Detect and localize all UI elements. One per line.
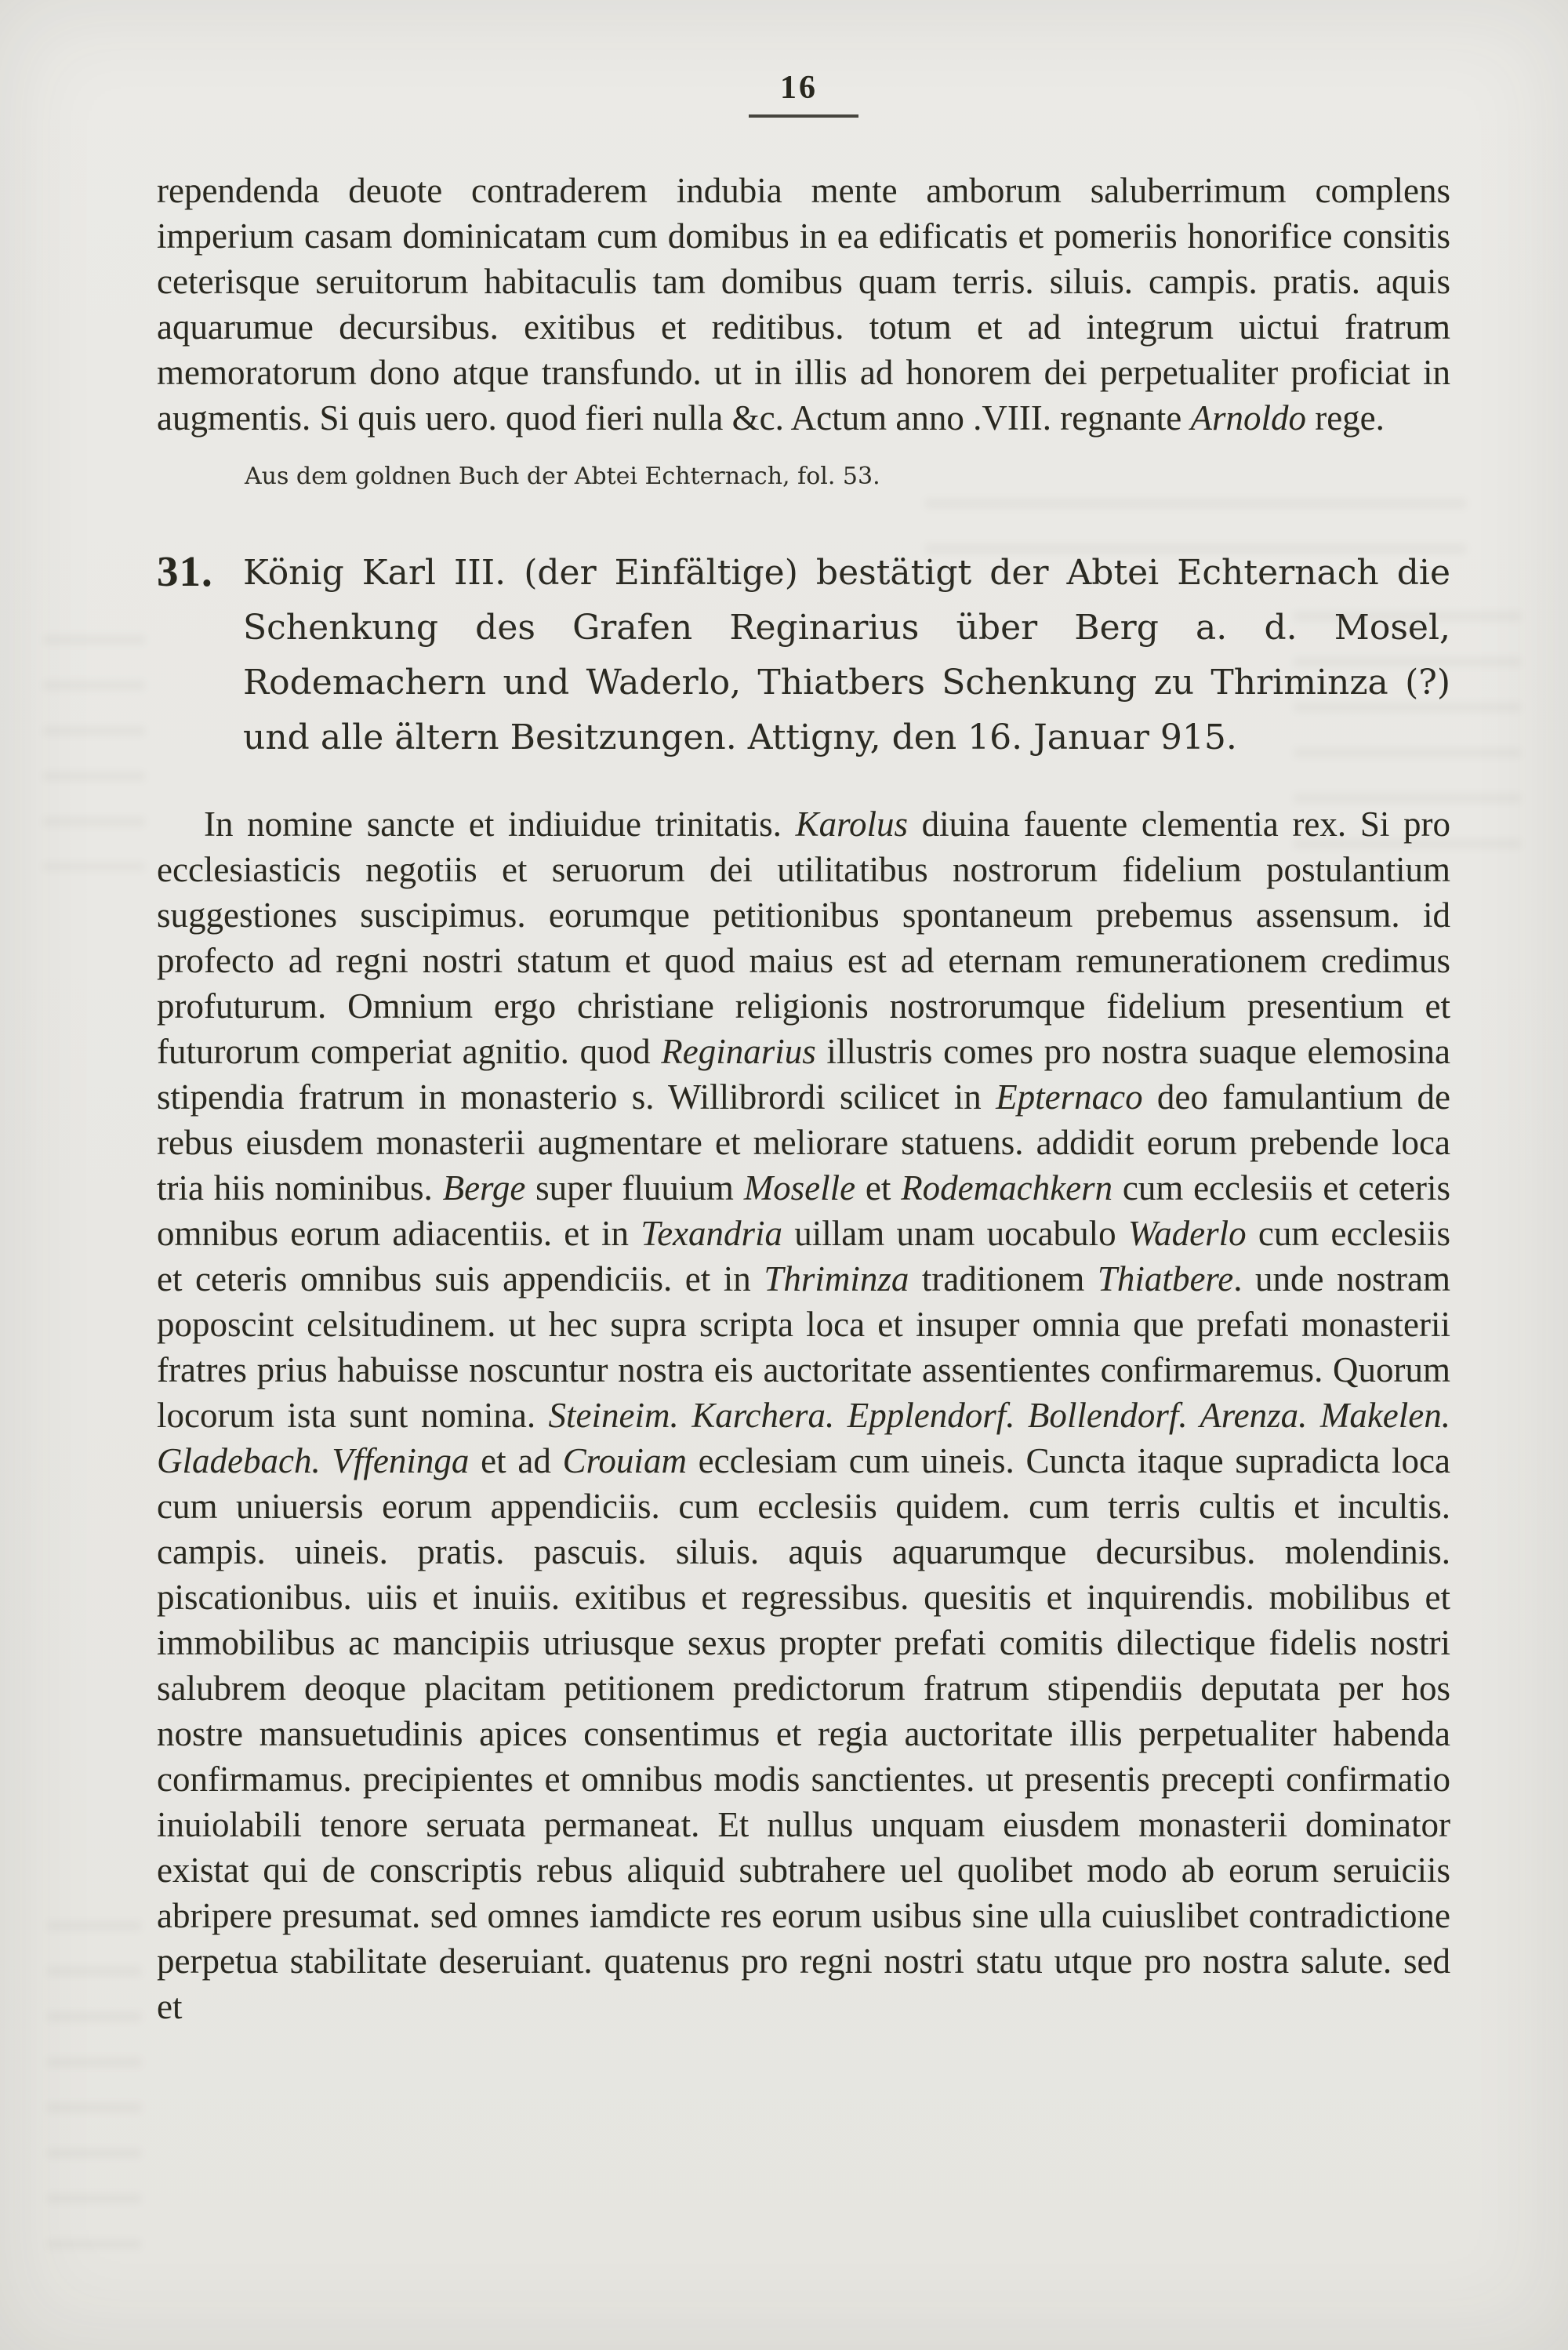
intro-paragraph: rependenda deuote contraderem indubia mente amborum saluberrimum complens imperium casam dominicatam cum domibus in ea edificatis et pomeriis honorifice consitis ceterisque seruitorum habitaculis tam domibus quam terris. siluis. campis. pratis. aquis aquarumue decursibus. exitibus et reditibus. totum et ad integrum uictui fratrum memoratorum dono atque transfundo. ut in illis ad honorem dei perpetualiter proficiat in augmentis. Si quis uero. quod fieri nulla &c. Actum anno .VIII. regnante Arnoldo rege. [157, 171, 1450, 438]
section-title: König Karl III. (der Einfältige) bestätigt der Abtei Echternach die Schenkung des Grafen Reginarius über Berg a. d. Mosel, Rodemachern und Waderlo, Thiatbers Schenkung zu Thriminza (?) und alle ältern Besitzungen. Attigny, den 16. Januar 915. [243, 553, 1450, 757]
charter-paragraph: In nomine sancte et indiuidue trinitatis. Karolus diuina fauente clementia rex. Si pro ecclesiasticis negotiis et seruorum dei utilitatibus nostrorum fidelium postulantium suggestiones suscipimus. eorumque petitionibus spontaneum prebemus assensum. id profecto ad regni nostri statum et quod maius est ad eternam remunerationem credimus profuturum. Omnium ergo christiane religionis nostrorumque fidelium presentium et futurorum comperiat agnitio. quod Reginarius illustris comes pro nostra suaque elemosina stipendia fratrum in monasterio s. Willibrordi scilicet in Epternaco deo famulantium de rebus eiusdem monasterii augmentare et meliorare statuens. addidit eorum prebende loca tria hiis nominibus. Berge super fluuium Moselle et Rodemachkern cum ecclesiis et ceteris omnibus eorum adiacentiis. et in Texandria uillam unam uocabulo Waderlo cum ecclesiis et ceteris omnibus suis appendiciis. et in Thriminza traditionem Thiatbere. unde nostram poposcint celsitudinem. ut hec supra scripta loca et insuper omnia que prefati monasterii fratres prius habuisse noscuntur nostra eis auctoritate assentientes confirmaremus. Quorum locorum ista sunt nomina. Steineim. Karchera. Epplendorf. Bollendorf. Arenza. Makelen. Gladebach. Vffeninga et ad Crouiam ecclesiam cum uineis. Cuncta itaque supradicta loca cum uniuersis eorum appendiciis. cum ecclesiis quidem. cum terris cultis et incultis. campis. uineis. pratis. pascuis. siluis. aquis aquarumque decursibus. molendinis. piscationibus. uiis et inuiis. exitibus et regressibus. quesitis et inquirendis. mobilibus et immobilibus ac mancipiis utriusque sexus propter prefati comitis dilectique fidelis nostri salubrem deoque placitam petitionem predictorum fratrum stipendiis deputata per hos nostre mansuetudinis apices consentimus et regia auctoritate illis perpetualiter habenda confirmamus. precipientes et omnibus modis sanctientes. ut presentis precepti confirmatio inuiolabili tenore seruata permaneat. Et nullus unquam eiusdem monasterii dominator existat qui de conscriptis rebus aliquid subtrahere uel quolibet modo ab eorum seruiciis abripere presumat. sed omnes iamdicte res eorum usibus sine ulla cuiuslibet contradictione perpetua stabilitate deseruiant. quatenus pro regni nostri statu utque pro nostra salute. sed et [157, 805, 1451, 2026]
section-heading [157, 546, 1450, 765]
page-header [157, 69, 1450, 118]
page-number: 16 [749, 69, 858, 118]
source-note: Aus dem goldnen Buch der Abtei Echternach, fol. 53. [245, 463, 880, 490]
section-number: 31. [157, 547, 213, 595]
